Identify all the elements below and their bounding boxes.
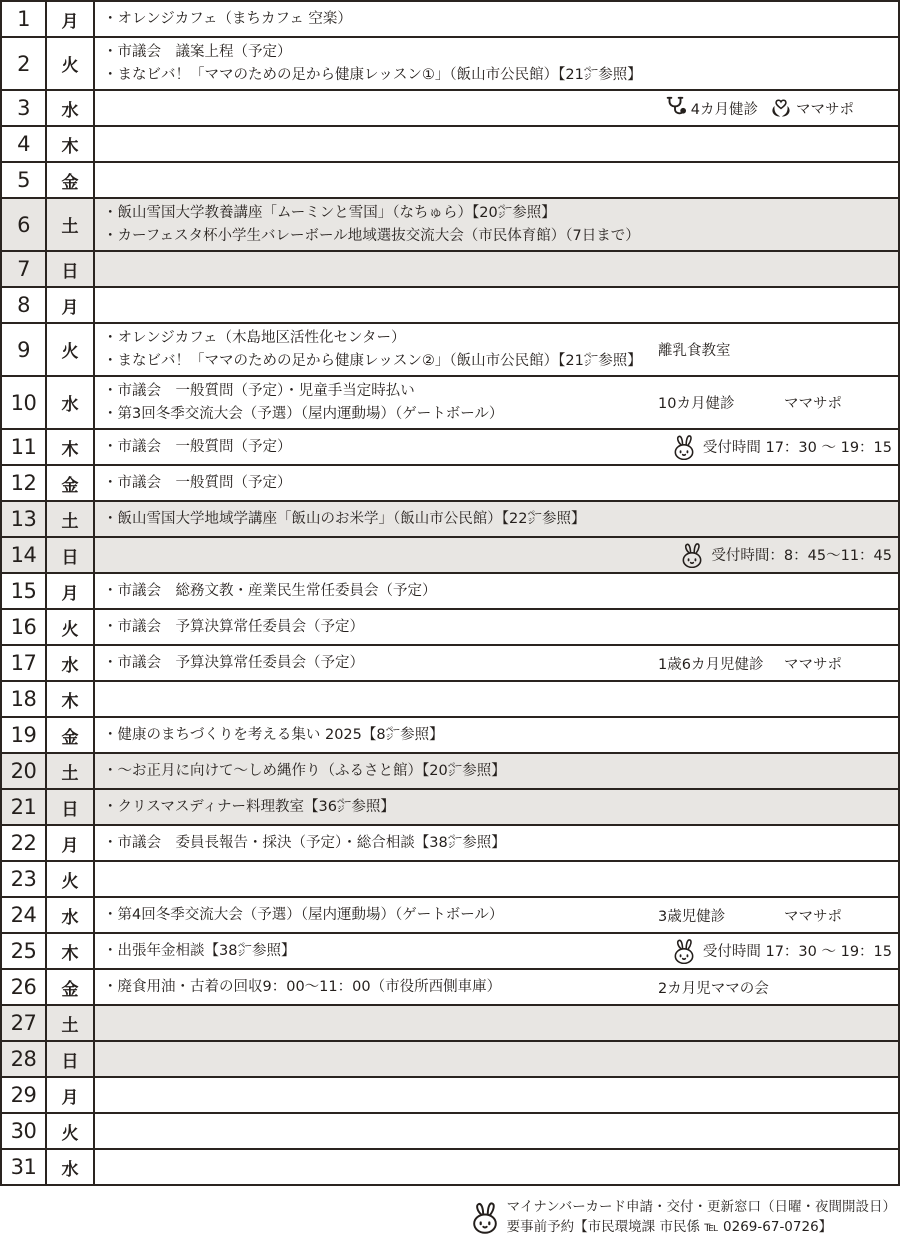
weekday-label: 木: [47, 127, 95, 161]
day-events-cell: [95, 646, 898, 680]
weekday-label: 土: [47, 754, 95, 788]
day-events-cell: [95, 38, 898, 89]
annotation: [680, 542, 892, 568]
annotation-group: [640, 377, 892, 428]
day-number: 30: [2, 1114, 47, 1148]
weekday-label: 金: [47, 163, 95, 197]
rabbit-icon: [672, 938, 696, 964]
day-number: 8: [2, 288, 47, 322]
weekday-label: 金: [47, 718, 95, 752]
calendar-row: [2, 1078, 898, 1114]
event-text: ・市議会 予算決算常任委員会（予定）: [103, 654, 364, 671]
footer-line-2: 要事前予約【市民環境課 市民係 ℡ 0269-67-0726】: [506, 1219, 833, 1235]
weekday-label: 土: [47, 199, 95, 250]
day-number: 9: [2, 324, 47, 375]
annotation-text: 受付時間 17：30 ～ 19：15: [702, 944, 892, 961]
day-events-cell: [95, 538, 898, 572]
event-text: ・オレンジカフェ（木島地区活性化センター）: [103, 329, 406, 346]
day-events-cell: [95, 574, 898, 608]
calendar-row: [2, 288, 898, 324]
event-text: ・市議会 議案上程（予定）: [103, 43, 292, 60]
day-events-cell: [95, 862, 898, 896]
day-number: 3: [2, 91, 47, 125]
day-events-cell: [95, 127, 898, 161]
day-number: 15: [2, 574, 47, 608]
weekday-label: 水: [47, 1150, 95, 1184]
weekday-label: 日: [47, 538, 95, 572]
day-events-cell: [95, 826, 898, 860]
calendar-row: [2, 252, 898, 288]
event-text: ・市議会 一般質問（予定）・児童手当定時払い: [103, 382, 415, 399]
weekday-label: 月: [47, 288, 95, 322]
weekday-label: 水: [47, 91, 95, 125]
day-number: 4: [2, 127, 47, 161]
event-list: [103, 832, 898, 855]
day-events-cell: [95, 430, 898, 464]
weekday-label: 金: [47, 970, 95, 1004]
weekday-label: 木: [47, 934, 95, 968]
day-number: 16: [2, 610, 47, 644]
day-events-cell: [95, 934, 898, 968]
calendar-row: [2, 1150, 898, 1186]
annotation-text: 4カ月健診: [690, 101, 758, 118]
day-events-cell: [95, 970, 898, 1004]
day-events-cell: [95, 718, 898, 752]
day-number: 25: [2, 934, 47, 968]
event-text: ・第4回冬季交流大会（予選）（屋内運動場）（ゲートボール）: [103, 906, 504, 923]
weekday-label: 月: [47, 2, 95, 36]
calendar-row: [2, 466, 898, 502]
day-events-cell: [95, 1114, 898, 1148]
event-list: [103, 580, 898, 603]
day-number: 22: [2, 826, 47, 860]
event-text: ・カーフェスタ杯小学生バレーボール地域選抜交流大会（市民体育館）（7日まで）: [103, 227, 640, 244]
weekday-label: 火: [47, 1114, 95, 1148]
day-events-cell: [95, 682, 898, 716]
event-text: ・市議会 予算決算常任委員会（予定）: [103, 618, 364, 635]
weekday-label: 日: [47, 790, 95, 824]
day-events-cell: [95, 377, 898, 428]
annotation-group: [640, 91, 892, 125]
day-number: 29: [2, 1078, 47, 1112]
calendar-row: [2, 91, 898, 127]
event-text: ・市議会 委員長報告・採決（予定）・総合相談【38㌻参照】: [103, 834, 506, 851]
weekday-label: 火: [47, 38, 95, 89]
event-text: ・市議会 一般質問（予定）: [103, 474, 292, 491]
rabbit-icon: [672, 434, 696, 460]
weekday-label: 日: [47, 1042, 95, 1076]
day-number: 2: [2, 38, 47, 89]
weekday-label: 土: [47, 1006, 95, 1040]
day-number: 19: [2, 718, 47, 752]
calendar-row: [2, 127, 898, 163]
annotation-group: [640, 970, 892, 1004]
footer-note: [0, 1197, 900, 1237]
day-events-cell: [95, 1150, 898, 1184]
annotation-text: ママサポ: [784, 656, 842, 673]
annotation-group: [640, 898, 892, 932]
event-text: ・クリスマスディナー料理教室【36㌻参照】: [103, 798, 395, 815]
day-events-cell: [95, 610, 898, 644]
annotation-text: 2カ月児ママの会: [658, 980, 769, 997]
day-events-cell: [95, 324, 898, 375]
day-events-cell: [95, 466, 898, 500]
weekday-label: 火: [47, 324, 95, 375]
event-text: ・まなビバ！「ママのための足から健康レッスン②」（飯山市公民館）【21㌻参照】: [103, 352, 642, 369]
weekday-label: 木: [47, 682, 95, 716]
calendar-row: [2, 754, 898, 790]
weekday-label: 水: [47, 646, 95, 680]
event-text: ・健康のまちづくりを考える集い 2025【8㌻参照】: [103, 726, 444, 743]
annotation-text: 受付時間：8：45～11：45: [711, 548, 892, 565]
event-text: ・オレンジカフェ（まちカフェ 空楽）: [103, 10, 352, 27]
calendar-row: [2, 324, 898, 377]
day-number: 1: [2, 2, 47, 36]
calendar-row: [2, 377, 898, 430]
day-events-cell: [95, 199, 898, 250]
rabbit-icon: [470, 1201, 500, 1234]
annotation-group: [640, 430, 892, 464]
annotation-text: 離乳食教室: [658, 343, 731, 359]
day-number: 28: [2, 1042, 47, 1076]
annotation: [672, 434, 892, 460]
annotation-text: 受付時間 17：30 ～ 19：15: [702, 440, 892, 457]
event-list: [103, 8, 898, 31]
day-number: 6: [2, 199, 47, 250]
day-number: 20: [2, 754, 47, 788]
day-events-cell: [95, 91, 898, 125]
day-number: 17: [2, 646, 47, 680]
day-number: 14: [2, 538, 47, 572]
day-number: 12: [2, 466, 47, 500]
day-events-cell: [95, 1042, 898, 1076]
event-list: [103, 472, 898, 495]
annotation-text: 1歳6カ月児健診: [658, 656, 764, 673]
annotation: [658, 392, 784, 413]
day-events-cell: [95, 252, 898, 286]
weekday-label: 水: [47, 377, 95, 428]
annotation-group: [640, 934, 892, 968]
annotation: [665, 96, 758, 119]
calendar-row: [2, 862, 898, 898]
event-list: [103, 508, 898, 531]
event-text: ・飯山雪国大学教養講座「ムーミンと雪国」（なちゅら）【20㌻参照】: [103, 204, 556, 221]
day-number: 7: [2, 252, 47, 286]
day-events-cell: [95, 898, 898, 932]
calendar-row: [2, 610, 898, 646]
calendar-row: [2, 430, 898, 466]
day-events-cell: [95, 2, 898, 36]
calendar-row: [2, 38, 898, 91]
day-number: 26: [2, 970, 47, 1004]
event-text: ・まなビバ！「ママのための足から健康レッスン①」（飯山市公民館）【21㌻参照】: [103, 66, 642, 83]
event-list: [103, 616, 898, 639]
weekday-label: 木: [47, 430, 95, 464]
event-list: [103, 41, 898, 87]
heart-hands-icon: [770, 98, 792, 119]
annotation: [658, 653, 784, 674]
footer-text: [507, 1197, 896, 1237]
event-text: ・～お正月に向けて～しめ縄作り（ふるさと館）【20㌻参照】: [103, 762, 506, 779]
annotation: [770, 98, 854, 119]
event-text: ・市議会 一般質問（予定）: [103, 438, 292, 455]
event-list: [103, 724, 898, 747]
day-events-cell: [95, 790, 898, 824]
day-number: 21: [2, 790, 47, 824]
day-number: 5: [2, 163, 47, 197]
annotation-text: ママサポ: [796, 101, 854, 118]
day-events-cell: [95, 1078, 898, 1112]
weekday-label: 金: [47, 466, 95, 500]
calendar-row: [2, 970, 898, 1006]
day-events-cell: [95, 288, 898, 322]
event-text: ・飯山雪国大学地域学講座「飯山のお米学」（飯山市公民館）【22㌻参照】: [103, 510, 586, 527]
calendar-row: [2, 538, 898, 574]
footer-line-1: マイナンバーカード申請・交付・更新窓口（日曜・夜間開設日）: [506, 1199, 896, 1215]
day-events-cell: [95, 1006, 898, 1040]
event-list: [103, 760, 898, 783]
weekday-label: 月: [47, 574, 95, 608]
weekday-label: 土: [47, 502, 95, 536]
day-number: 24: [2, 898, 47, 932]
calendar-row: [2, 163, 898, 199]
annotation-group: [640, 538, 892, 572]
annotation: [784, 653, 892, 674]
weekday-label: 月: [47, 1078, 95, 1112]
weekday-label: 月: [47, 826, 95, 860]
calendar-row: [2, 199, 898, 252]
calendar-row: [2, 898, 898, 934]
weekday-label: 火: [47, 610, 95, 644]
day-events-cell: [95, 502, 898, 536]
weekday-label: 火: [47, 862, 95, 896]
event-text: ・出張年金相談【38㌻参照】: [103, 942, 296, 959]
annotation: [658, 905, 784, 926]
day-number: 31: [2, 1150, 47, 1184]
annotation: [658, 977, 892, 998]
annotation-group: [640, 646, 892, 680]
calendar-row: [2, 826, 898, 862]
day-events-cell: [95, 754, 898, 788]
event-text: ・市議会 総務文教・産業民生常任委員会（予定）: [103, 582, 437, 599]
day-number: 18: [2, 682, 47, 716]
day-events-cell: [95, 163, 898, 197]
calendar-row: [2, 574, 898, 610]
day-number: 23: [2, 862, 47, 896]
annotation-text: ママサポ: [784, 396, 842, 412]
annotation: [784, 392, 892, 413]
day-number: 13: [2, 502, 47, 536]
calendar-row: [2, 934, 898, 970]
weekday-label: 日: [47, 252, 95, 286]
calendar-row: [2, 646, 898, 682]
calendar-row: [2, 682, 898, 718]
annotation: [784, 905, 892, 926]
day-number: 11: [2, 430, 47, 464]
annotation-text: 3歳児健診: [658, 908, 726, 925]
day-number: 10: [2, 377, 47, 428]
calendar-row: [2, 790, 898, 826]
day-number: 27: [2, 1006, 47, 1040]
calendar-row: [2, 1006, 898, 1042]
annotation-text: ママサポ: [784, 908, 842, 925]
weekday-label: 水: [47, 898, 95, 932]
stethoscope-icon: [665, 96, 687, 119]
annotation-group: [640, 324, 892, 375]
calendar-row: [2, 1042, 898, 1078]
calendar-row: [2, 1114, 898, 1150]
calendar-row: [2, 2, 898, 38]
event-text: ・廃食用油・古着の回収9：00～11：00（市役所西側車庫）: [103, 978, 502, 995]
rabbit-icon: [680, 542, 704, 568]
event-list: [103, 202, 898, 248]
annotation: [658, 339, 892, 360]
annotation: [672, 938, 892, 964]
calendar-row: [2, 718, 898, 754]
event-text: ・第3回冬季交流大会（予選）（屋内運動場）（ゲートボール）: [103, 405, 504, 422]
calendar-row: [2, 502, 898, 538]
annotation-text: 10カ月健診: [658, 396, 735, 412]
event-list: [103, 796, 898, 819]
